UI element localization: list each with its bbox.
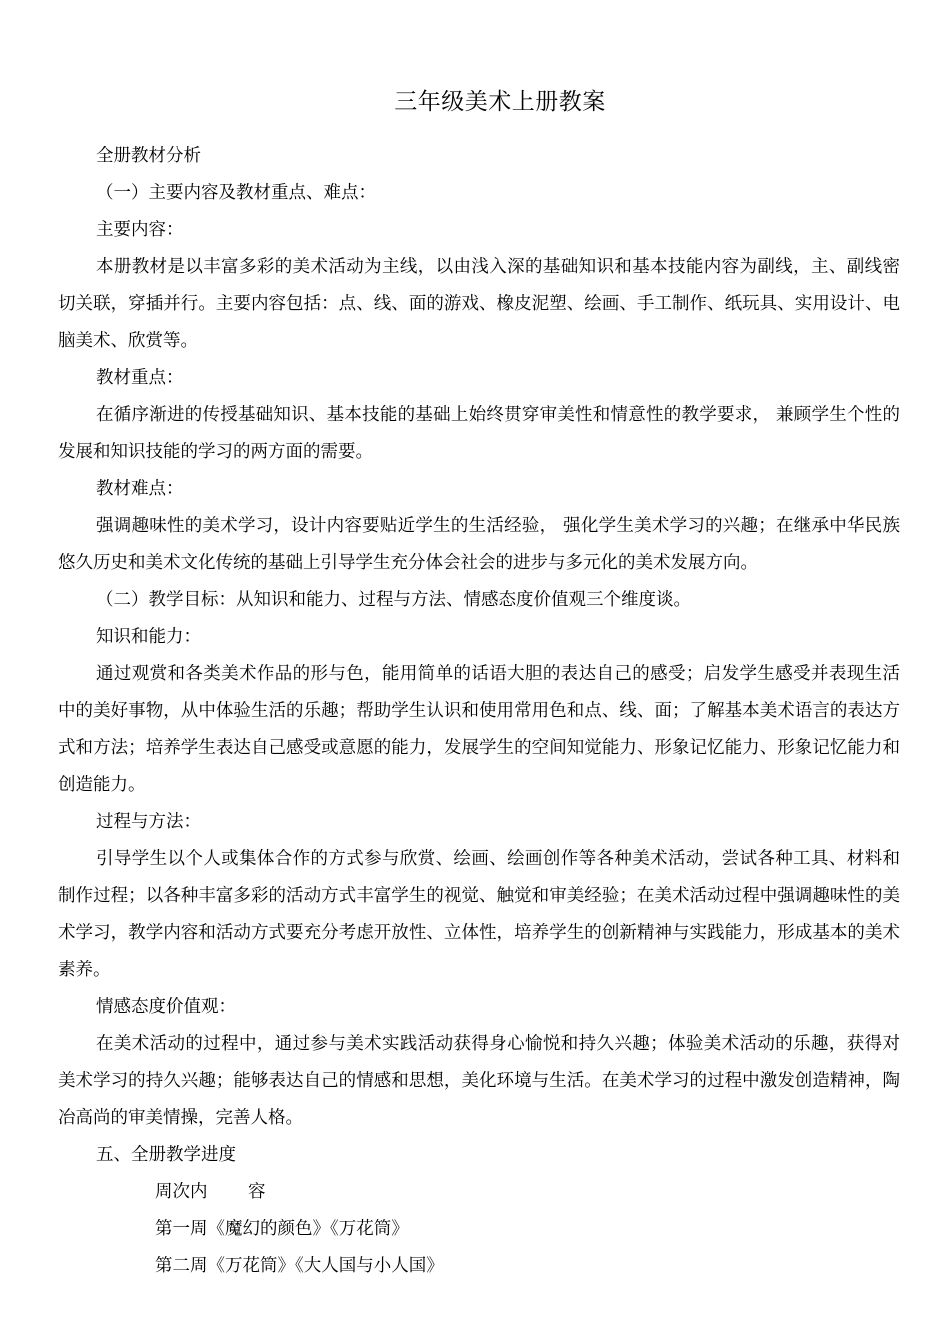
- label-knowledge: 知识和能力：: [96, 627, 201, 647]
- paragraph-main-content: 本册教材是以丰富多彩的美术活动为主线，以由浅入深的基础知识和基本技能内容为副线，主、副线密切关联，穿插并行。主要内容包括：点、线、面的游戏、橡皮泥塑、绘画、手工制作、纸玩具、实用设计、电脑美术、欣赏等。: [58, 257, 900, 351]
- schedule-row: 第一周《魔幻的颜色》《万花筒》: [155, 1219, 409, 1239]
- label-key-points: 教材重点：: [96, 368, 184, 388]
- document-body: [58, 138, 900, 1285]
- document-title: 三年级美术上册教案: [394, 89, 606, 115]
- paragraph-process: 引导学生以个人或集体合作的方式参与欣赏、绘画、绘画创作等各种美术活动，尝试各种工具、材料和制作过程；以各种丰富多彩的活动方式丰富学生的视觉、触觉和审美经验；在美术活动过程中强调趣味性的美术学习，教学内容和活动方式要充分考虑开放性、立体性，培养学生的创新精神与实践能力，形成基本的美术素养。: [58, 849, 900, 980]
- paragraph-key-points: 在循序渐进的传授基础知识、基本技能的基础上始终贯穿审美性和情意性的教学要求， 兼顾学生个性的发展和知识技能的学习的两方面的需要。: [58, 405, 900, 462]
- label-attitude: 情感态度价值观：: [96, 997, 236, 1017]
- label-main-content: 主要内容：: [96, 220, 184, 240]
- schedule-row: 第二周《万花筒》《大人国与小人国》: [155, 1256, 444, 1276]
- paragraph-difficulties: 强调趣味性的美术学习，设计内容要贴近学生的生活经验， 强化学生美术学习的兴趣；在继承中华民族悠久历史和美术文化传统的基础上引导学生充分体会社会的进步与多元化的美术发展方向。: [58, 516, 900, 573]
- section-heading: 全册教材分析: [96, 146, 201, 166]
- label-difficulties: 教材难点：: [96, 479, 184, 499]
- subsection-heading-goals: （二）教学目标：从知识和能力、过程与方法、情感态度价值观三个维度谈。: [96, 590, 691, 610]
- subsection-heading: （一）主要内容及教材重点、难点：: [96, 183, 376, 203]
- paragraph-knowledge: 通过观赏和各类美术作品的形与色，能用简单的话语大胆的表达自己的感受；启发学生感受并表现生活中的美好事物，从中体验生活的乐趣；帮助学生认识和使用常用色和点、线、面；了解基本美术语言的表达方式和方法；培养学生表达自己感受或意愿的能力，发展学生的空间知觉能力、形象记忆能力、形象记忆能力和创造能力。: [58, 664, 900, 795]
- schedule-header: 周次内 容: [155, 1182, 266, 1202]
- section-heading-schedule: 五、全册教学进度: [96, 1145, 236, 1165]
- paragraph-attitude: 在美术活动的过程中，通过参与美术实践活动获得身心愉悦和持久兴趣；体验美术活动的乐趣，获得对美术学习的持久兴趣；能够表达自己的情感和思想，美化环境与生活。在美术学习的过程中激发创造精神，陶冶高尚的审美情操，完善人格。: [58, 1034, 900, 1128]
- label-process: 过程与方法：: [96, 812, 201, 832]
